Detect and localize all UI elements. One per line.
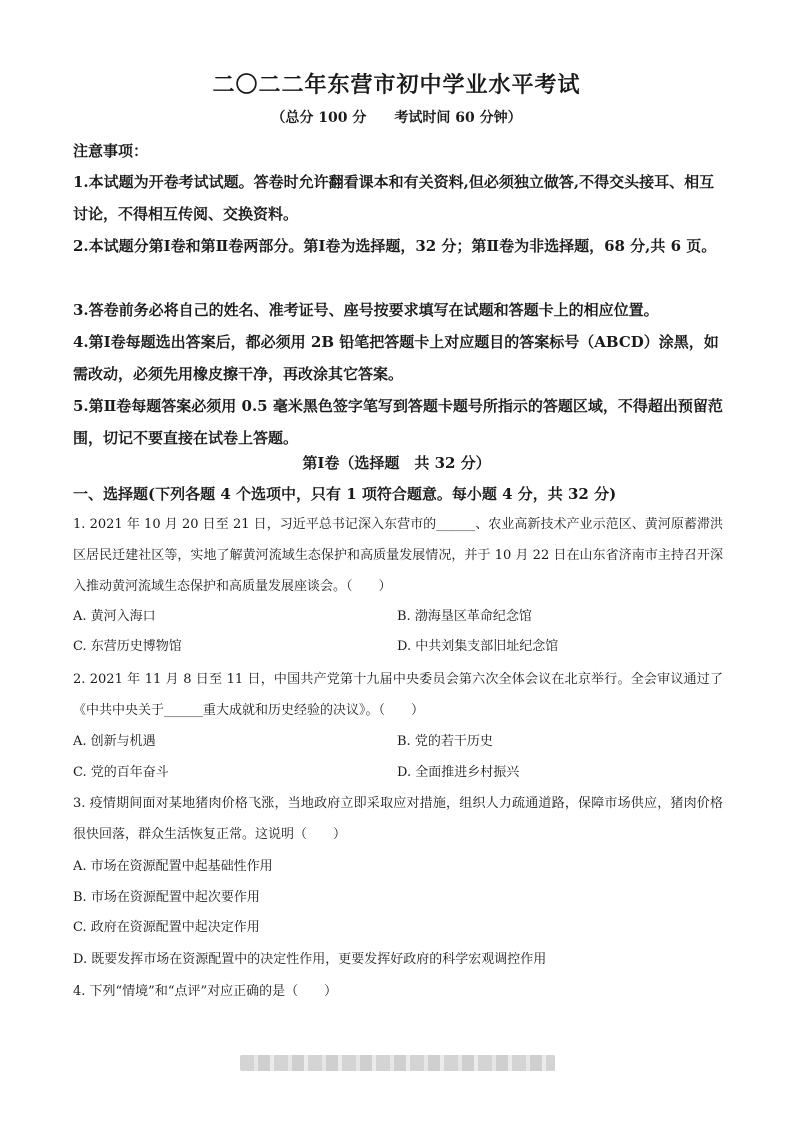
question-stem-3: 3. 疫情期间面对某地猪肉价格飞涨，当地政府立即采取应对措施，组织人力疏通道路，保障市场供应，猪肉价格很快回落，群众生活恢复正常。这说明（ ） bbox=[73, 796, 723, 842]
question-1-option-a: A. 黄河入海口 bbox=[73, 609, 156, 624]
notice-heading: 注意事项： bbox=[73, 142, 149, 160]
section-instruction: 一、选择题(下列各题 4 个选项中，只有 1 项符合题意。每小题 4 分，共 32 分) bbox=[73, 485, 617, 503]
notice-item: 2.本试题分第Ⅰ卷和第Ⅱ卷两部分。第Ⅰ卷为选择题，32 分；第Ⅱ卷为非选择题，68 分,共 6 页。 bbox=[73, 237, 717, 255]
notice-item: 4.第Ⅰ卷每题选出答案后，都必须用 2B 铅笔把答题卡上对应题目的答案标号（ABCD）涂黑，如需改动，必须先用橡皮擦干净，再改涂其它答案。 bbox=[73, 333, 719, 383]
question-stem-2: 2. 2021 年 11 月 8 日至 11 日，中国共产党第十九届中央委员会第六次全体会议在北京举行。全会审议通过了《中共中央关于______重大成就和历史经验的决议》。（ ） bbox=[73, 672, 723, 718]
question-3-option-b: B. 市场在资源配置中起次要作用 bbox=[73, 890, 260, 905]
question-3-option-d: D. 既要发挥市场在资源配置中的决定性作用，更要发挥好政府的科学宏观调控作用 bbox=[73, 952, 547, 967]
question-2-option-a: A. 创新与机遇 bbox=[73, 734, 156, 749]
question-2-option-d: D. 全面推进乡村振兴 bbox=[397, 765, 520, 780]
question-1-option-b: B. 渤海垦区革命纪念馆 bbox=[397, 609, 532, 624]
notice-item: 3.答卷前务必将自己的姓名、准考证号、座号按要求填写在试题和答题卡上的相应位置。 bbox=[73, 301, 659, 319]
question-stem-4: 4. 下列“情境”和“点评”对应正确的是（ ） bbox=[73, 984, 338, 999]
question-1-option-c: C. 东营历史博物馆 bbox=[73, 639, 182, 654]
question-2-option-c: C. 党的百年奋斗 bbox=[73, 765, 169, 780]
notice-item: 5.第Ⅱ卷每题答案必须用 0.5 毫米黑色签字笔写到答题卡题号所指示的答题区域，不得超出预留范围，切记不要直接在试卷上答题。 bbox=[73, 397, 723, 447]
exam-title: 二〇二二年东营市初中学业水平考试 bbox=[212, 72, 581, 98]
question-2-option-b: B. 党的若干历史 bbox=[397, 734, 493, 749]
question-stem-1: 1. 2021 年 10 月 20 日至 21 日，习近平总书记深入东营市的______、农业高新技术产业示范区、黄河原蓄滞洪区居民迁建社区等，实地了解黄河流域生态保护和高质量发展情况，并于 10 月 22 日在山东省济南市主持召开深入推动黄河流域生态保护和高质量发展座谈会。（ ） bbox=[73, 517, 723, 594]
section-title: 第Ⅰ卷（选择题 共 32 分） bbox=[302, 454, 491, 472]
notice-item: 1.本试题为开卷考试试题。答卷时允许翻看课本和有关资料,但必须独立做答,不得交头接耳、相互讨论，不得相互传阅、交换资料。 bbox=[73, 173, 715, 223]
question-1-option-d: D. 中共刘集支部旧址纪念馆 bbox=[397, 639, 559, 654]
question-3-option-a: A. 市场在资源配置中起基础性作用 bbox=[73, 859, 273, 874]
question-3-option-c: C. 政府在资源配置中起决定作用 bbox=[73, 920, 260, 935]
exam-subtitle: （总分 100 分 考试时间 60 分钟） bbox=[271, 110, 522, 126]
footer-watermark-bar bbox=[240, 1055, 555, 1071]
